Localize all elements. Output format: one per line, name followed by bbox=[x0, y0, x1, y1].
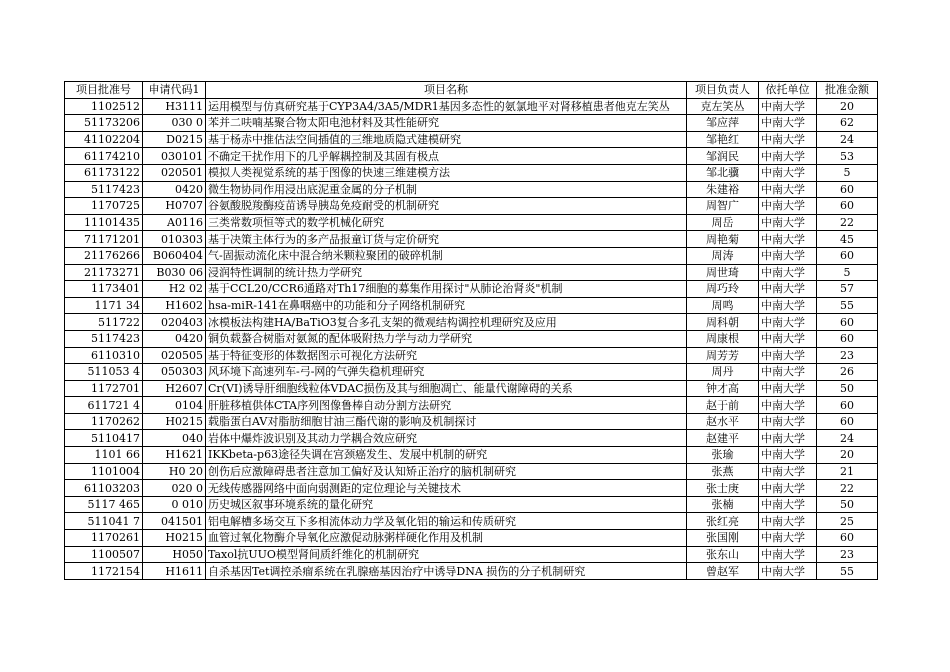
table-row bbox=[65, 198, 878, 215]
leader-cell: 朱建裕 bbox=[687, 181, 759, 198]
project-name-cell: hsa-miR-141在鼻咽癌中的功能和分子网络机制研究 bbox=[206, 297, 687, 314]
apply-code-cell: 020403 bbox=[143, 314, 206, 331]
apply-code-cell: 0104 bbox=[143, 397, 206, 414]
approval-no-cell: 511722 bbox=[65, 314, 143, 331]
apply-code-cell: 030 0 bbox=[143, 115, 206, 132]
apply-code-cell: A0116 bbox=[143, 214, 206, 231]
amount-cell: 50 bbox=[817, 496, 878, 513]
approval-no-cell: 6110310 bbox=[65, 347, 143, 364]
table-row bbox=[65, 546, 878, 563]
organization-cell: 中南大学 bbox=[759, 131, 817, 148]
organization-cell: 中南大学 bbox=[759, 347, 817, 364]
leader-cell: 赵水平 bbox=[687, 413, 759, 430]
project-name-cell: 模拟人类视觉系统的基于图像的快速三维建模方法 bbox=[206, 164, 687, 181]
header-organization: 依托单位 bbox=[759, 82, 817, 99]
leader-cell: 克左笑丛 bbox=[687, 98, 759, 115]
table-row bbox=[65, 314, 878, 331]
approval-no-cell: 5110417 bbox=[65, 430, 143, 447]
approval-no-cell: 1100507 bbox=[65, 546, 143, 563]
approval-no-cell: 1171 34 bbox=[65, 297, 143, 314]
leader-cell: 邹艳红 bbox=[687, 131, 759, 148]
approval-no-cell: 1101004 bbox=[65, 463, 143, 480]
table-row bbox=[65, 563, 878, 580]
table-row bbox=[65, 247, 878, 264]
organization-cell: 中南大学 bbox=[759, 164, 817, 181]
apply-code-cell: D0215 bbox=[143, 131, 206, 148]
approval-no-cell: 1172701 bbox=[65, 380, 143, 397]
approval-no-cell: 1172154 bbox=[65, 563, 143, 580]
table-row bbox=[65, 530, 878, 547]
amount-cell: 60 bbox=[817, 181, 878, 198]
project-name-cell: 历史城区叙事环境系统的量化研究 bbox=[206, 496, 687, 513]
amount-cell: 24 bbox=[817, 131, 878, 148]
table-row bbox=[65, 496, 878, 513]
leader-cell: 曾赵军 bbox=[687, 563, 759, 580]
approval-no-cell: 21173271 bbox=[65, 264, 143, 281]
leader-cell: 周科朝 bbox=[687, 314, 759, 331]
apply-code-cell: 0420 bbox=[143, 181, 206, 198]
approval-no-cell: 1101 66 bbox=[65, 447, 143, 464]
apply-code-cell: 050303 bbox=[143, 364, 206, 381]
apply-code-cell: 030101 bbox=[143, 148, 206, 165]
approval-no-cell: 511053 4 bbox=[65, 364, 143, 381]
leader-cell: 周智广 bbox=[687, 198, 759, 215]
amount-cell: 45 bbox=[817, 231, 878, 248]
approval-no-cell: 1170261 bbox=[65, 530, 143, 547]
project-name-cell: 基于杨赤中推估法空间插值的三维地质隐式建模研究 bbox=[206, 131, 687, 148]
organization-cell: 中南大学 bbox=[759, 198, 817, 215]
table-row bbox=[65, 297, 878, 314]
approval-no-cell: 21176266 bbox=[65, 247, 143, 264]
apply-code-cell: B030 06 bbox=[143, 264, 206, 281]
table-row bbox=[65, 397, 878, 414]
leader-cell: 周艳菊 bbox=[687, 231, 759, 248]
amount-cell: 5 bbox=[817, 264, 878, 281]
table-row bbox=[65, 281, 878, 298]
leader-cell: 钟才高 bbox=[687, 380, 759, 397]
amount-cell: 24 bbox=[817, 430, 878, 447]
project-name-cell: 铜负载螯合树脂对氨氮的配体吸附热力学与动力学研究 bbox=[206, 330, 687, 347]
organization-cell: 中南大学 bbox=[759, 364, 817, 381]
apply-code-cell: H0707 bbox=[143, 198, 206, 215]
leader-cell: 赵建平 bbox=[687, 430, 759, 447]
organization-cell: 中南大学 bbox=[759, 247, 817, 264]
approval-no-cell: 1102512 bbox=[65, 98, 143, 115]
table-row bbox=[65, 231, 878, 248]
amount-cell: 60 bbox=[817, 198, 878, 215]
amount-cell: 60 bbox=[817, 314, 878, 331]
header-approval-no: 项目批准号 bbox=[65, 82, 143, 99]
project-name-cell: 不确定干扰作用下的几乎解耦控制及其固有极点 bbox=[206, 148, 687, 165]
approval-no-cell: 71171201 bbox=[65, 231, 143, 248]
project-name-cell: 创伤后应激障碍患者注意加工偏好及认知矫正治疗的脑机制研究 bbox=[206, 463, 687, 480]
leader-cell: 周鸣 bbox=[687, 297, 759, 314]
project-name-cell: Taxol抗UUO模型肾间质纤维化的机制研究 bbox=[206, 546, 687, 563]
organization-cell: 中南大学 bbox=[759, 480, 817, 497]
leader-cell: 邹北骥 bbox=[687, 164, 759, 181]
amount-cell: 60 bbox=[817, 413, 878, 430]
leader-cell: 赵于前 bbox=[687, 397, 759, 414]
amount-cell: 20 bbox=[817, 447, 878, 464]
project-name-cell: 微生物协同作用浸出底泥重金属的分子机制 bbox=[206, 181, 687, 198]
organization-cell: 中南大学 bbox=[759, 314, 817, 331]
apply-code-cell: H1621 bbox=[143, 447, 206, 464]
header-project-name: 项目名称 bbox=[206, 82, 687, 99]
amount-cell: 62 bbox=[817, 115, 878, 132]
amount-cell: 60 bbox=[817, 397, 878, 414]
amount-cell: 21 bbox=[817, 463, 878, 480]
approval-no-cell: 511041 7 bbox=[65, 513, 143, 530]
leader-cell: 周丹 bbox=[687, 364, 759, 381]
table-row bbox=[65, 148, 878, 165]
project-table bbox=[64, 81, 878, 580]
amount-cell: 22 bbox=[817, 480, 878, 497]
approval-no-cell: 11101435 bbox=[65, 214, 143, 231]
amount-cell: 5 bbox=[817, 164, 878, 181]
amount-cell: 60 bbox=[817, 247, 878, 264]
project-name-cell: Cr(VI)诱导肝细胞线粒体VDAC损伤及其与细胞凋亡、能量代谢障碍的关系 bbox=[206, 380, 687, 397]
project-name-cell: 谷氨酸脱羧酶疫苗诱导胰岛免疫耐受的机制研究 bbox=[206, 198, 687, 215]
amount-cell: 53 bbox=[817, 148, 878, 165]
organization-cell: 中南大学 bbox=[759, 181, 817, 198]
project-name-cell: 基于特征变形的体数据图示可视化方法研究 bbox=[206, 347, 687, 364]
project-name-cell: 基于决策主体行为的多产品报童订货与定价研究 bbox=[206, 231, 687, 248]
leader-cell: 邹润民 bbox=[687, 148, 759, 165]
apply-code-cell: H2607 bbox=[143, 380, 206, 397]
table-row bbox=[65, 380, 878, 397]
leader-cell: 邹应萍 bbox=[687, 115, 759, 132]
organization-cell: 中南大学 bbox=[759, 513, 817, 530]
leader-cell: 周巧玲 bbox=[687, 281, 759, 298]
organization-cell: 中南大学 bbox=[759, 397, 817, 414]
table-row bbox=[65, 264, 878, 281]
organization-cell: 中南大学 bbox=[759, 463, 817, 480]
amount-cell: 22 bbox=[817, 214, 878, 231]
amount-cell: 55 bbox=[817, 563, 878, 580]
organization-cell: 中南大学 bbox=[759, 148, 817, 165]
amount-cell: 23 bbox=[817, 546, 878, 563]
apply-code-cell: 020 0 bbox=[143, 480, 206, 497]
header-amount: 批准金额 bbox=[817, 82, 878, 99]
apply-code-cell: H050 bbox=[143, 546, 206, 563]
apply-code-cell: B060404 bbox=[143, 247, 206, 264]
organization-cell: 中南大学 bbox=[759, 231, 817, 248]
apply-code-cell: H0215 bbox=[143, 530, 206, 547]
organization-cell: 中南大学 bbox=[759, 98, 817, 115]
organization-cell: 中南大学 bbox=[759, 214, 817, 231]
project-name-cell: 岩体中爆炸波识别及其动力学耦合效应研究 bbox=[206, 430, 687, 447]
apply-code-cell: H0215 bbox=[143, 413, 206, 430]
table-row bbox=[65, 214, 878, 231]
approval-no-cell: 51173206 bbox=[65, 115, 143, 132]
project-name-cell: 风环境下高速列车-弓-网的气弹失稳机理研究 bbox=[206, 364, 687, 381]
project-name-cell: 浸润特性调制的统计热力学研究 bbox=[206, 264, 687, 281]
project-name-cell: 铝电解槽多场交互下多相流体动力学及氧化铝的输运和传质研究 bbox=[206, 513, 687, 530]
apply-code-cell: 020501 bbox=[143, 164, 206, 181]
leader-cell: 周岳 bbox=[687, 214, 759, 231]
organization-cell: 中南大学 bbox=[759, 447, 817, 464]
leader-cell: 周康根 bbox=[687, 330, 759, 347]
table-row bbox=[65, 430, 878, 447]
project-name-cell: 运用模型与仿真研究基于CYP3A4/3A5/MDR1基因多态性的氨氯地平对肾移植患者他克左笑丛 bbox=[206, 98, 687, 115]
approval-no-cell: 1170262 bbox=[65, 413, 143, 430]
table-row bbox=[65, 347, 878, 364]
table-row bbox=[65, 131, 878, 148]
approval-no-cell: 61174210 bbox=[65, 148, 143, 165]
organization-cell: 中南大学 bbox=[759, 264, 817, 281]
table-row bbox=[65, 447, 878, 464]
table-row bbox=[65, 480, 878, 497]
approval-no-cell: 61173122 bbox=[65, 164, 143, 181]
apply-code-cell: 0420 bbox=[143, 330, 206, 347]
approval-no-cell: 41102204 bbox=[65, 131, 143, 148]
table-body bbox=[65, 98, 878, 579]
header-apply-code: 申请代码1 bbox=[143, 82, 206, 99]
table-row bbox=[65, 513, 878, 530]
table-row bbox=[65, 463, 878, 480]
table-row bbox=[65, 98, 878, 115]
amount-cell: 20 bbox=[817, 98, 878, 115]
apply-code-cell: H0 20 bbox=[143, 463, 206, 480]
organization-cell: 中南大学 bbox=[759, 563, 817, 580]
organization-cell: 中南大学 bbox=[759, 496, 817, 513]
header-leader: 项目负责人 bbox=[687, 82, 759, 99]
organization-cell: 中南大学 bbox=[759, 413, 817, 430]
project-name-cell: 苯并二呋喃基聚合物太阳电池材料及其性能研究 bbox=[206, 115, 687, 132]
amount-cell: 60 bbox=[817, 530, 878, 547]
organization-cell: 中南大学 bbox=[759, 281, 817, 298]
organization-cell: 中南大学 bbox=[759, 430, 817, 447]
amount-cell: 57 bbox=[817, 281, 878, 298]
approval-no-cell: 1170725 bbox=[65, 198, 143, 215]
apply-code-cell: 0 010 bbox=[143, 496, 206, 513]
leader-cell: 周世琦 bbox=[687, 264, 759, 281]
project-name-cell: 基于CCL20/CCR6通路对Th17细胞的募集作用探讨"从肺论治肾炎"机制 bbox=[206, 281, 687, 298]
apply-code-cell: 041501 bbox=[143, 513, 206, 530]
amount-cell: 50 bbox=[817, 380, 878, 397]
table-row bbox=[65, 164, 878, 181]
leader-cell: 周芳芳 bbox=[687, 347, 759, 364]
organization-cell: 中南大学 bbox=[759, 297, 817, 314]
project-name-cell: 自杀基因Tet调控杀瘤系统在乳腺癌基因治疗中诱导DNA 损伤的分子机制研究 bbox=[206, 563, 687, 580]
project-name-cell: 气-固振动流化床中混合纳米颗粒聚团的破碎机制 bbox=[206, 247, 687, 264]
leader-cell: 张国刚 bbox=[687, 530, 759, 547]
leader-cell: 张东山 bbox=[687, 546, 759, 563]
amount-cell: 55 bbox=[817, 297, 878, 314]
apply-code-cell: H1602 bbox=[143, 297, 206, 314]
project-name-cell: IKKbeta-p63途径失调在宫颈癌发生、发展中机制的研究 bbox=[206, 447, 687, 464]
apply-code-cell: 010303 bbox=[143, 231, 206, 248]
leader-cell: 张红亮 bbox=[687, 513, 759, 530]
organization-cell: 中南大学 bbox=[759, 546, 817, 563]
apply-code-cell: 020505 bbox=[143, 347, 206, 364]
organization-cell: 中南大学 bbox=[759, 115, 817, 132]
table-row bbox=[65, 330, 878, 347]
table-row bbox=[65, 115, 878, 132]
table-row bbox=[65, 364, 878, 381]
project-name-cell: 载脂蛋白AV对脂肪细胞甘油三酯代谢的影响及机制探讨 bbox=[206, 413, 687, 430]
amount-cell: 26 bbox=[817, 364, 878, 381]
apply-code-cell: H1611 bbox=[143, 563, 206, 580]
project-name-cell: 冰模板法构建HA/BaTiO3复合多孔支架的微观结构调控机理研究及应用 bbox=[206, 314, 687, 331]
project-name-cell: 血管过氧化物酶介导氧化应激促动脉粥样硬化作用及机制 bbox=[206, 530, 687, 547]
approval-no-cell: 5117423 bbox=[65, 181, 143, 198]
apply-code-cell: H2 02 bbox=[143, 281, 206, 298]
approval-no-cell: 5117 465 bbox=[65, 496, 143, 513]
amount-cell: 25 bbox=[817, 513, 878, 530]
organization-cell: 中南大学 bbox=[759, 380, 817, 397]
approval-no-cell: 611721 4 bbox=[65, 397, 143, 414]
amount-cell: 23 bbox=[817, 347, 878, 364]
leader-cell: 张燕 bbox=[687, 463, 759, 480]
leader-cell: 张士庚 bbox=[687, 480, 759, 497]
apply-code-cell: H3111 bbox=[143, 98, 206, 115]
project-name-cell: 三类常数项恒等式的数学机械化研究 bbox=[206, 214, 687, 231]
project-name-cell: 无线传感器网络中面向弱测距的定位理论与关键技术 bbox=[206, 480, 687, 497]
table-row bbox=[65, 181, 878, 198]
apply-code-cell: 040 bbox=[143, 430, 206, 447]
organization-cell: 中南大学 bbox=[759, 530, 817, 547]
amount-cell: 60 bbox=[817, 330, 878, 347]
approval-no-cell: 5117423 bbox=[65, 330, 143, 347]
leader-cell: 周涛 bbox=[687, 247, 759, 264]
leader-cell: 张楠 bbox=[687, 496, 759, 513]
table-row bbox=[65, 413, 878, 430]
approval-no-cell: 61103203 bbox=[65, 480, 143, 497]
approval-no-cell: 1173401 bbox=[65, 281, 143, 298]
leader-cell: 张瑜 bbox=[687, 447, 759, 464]
organization-cell: 中南大学 bbox=[759, 330, 817, 347]
project-name-cell: 肝脏移植供体CTA序列图像鲁棒自动分割方法研究 bbox=[206, 397, 687, 414]
table-header-row bbox=[65, 82, 878, 99]
